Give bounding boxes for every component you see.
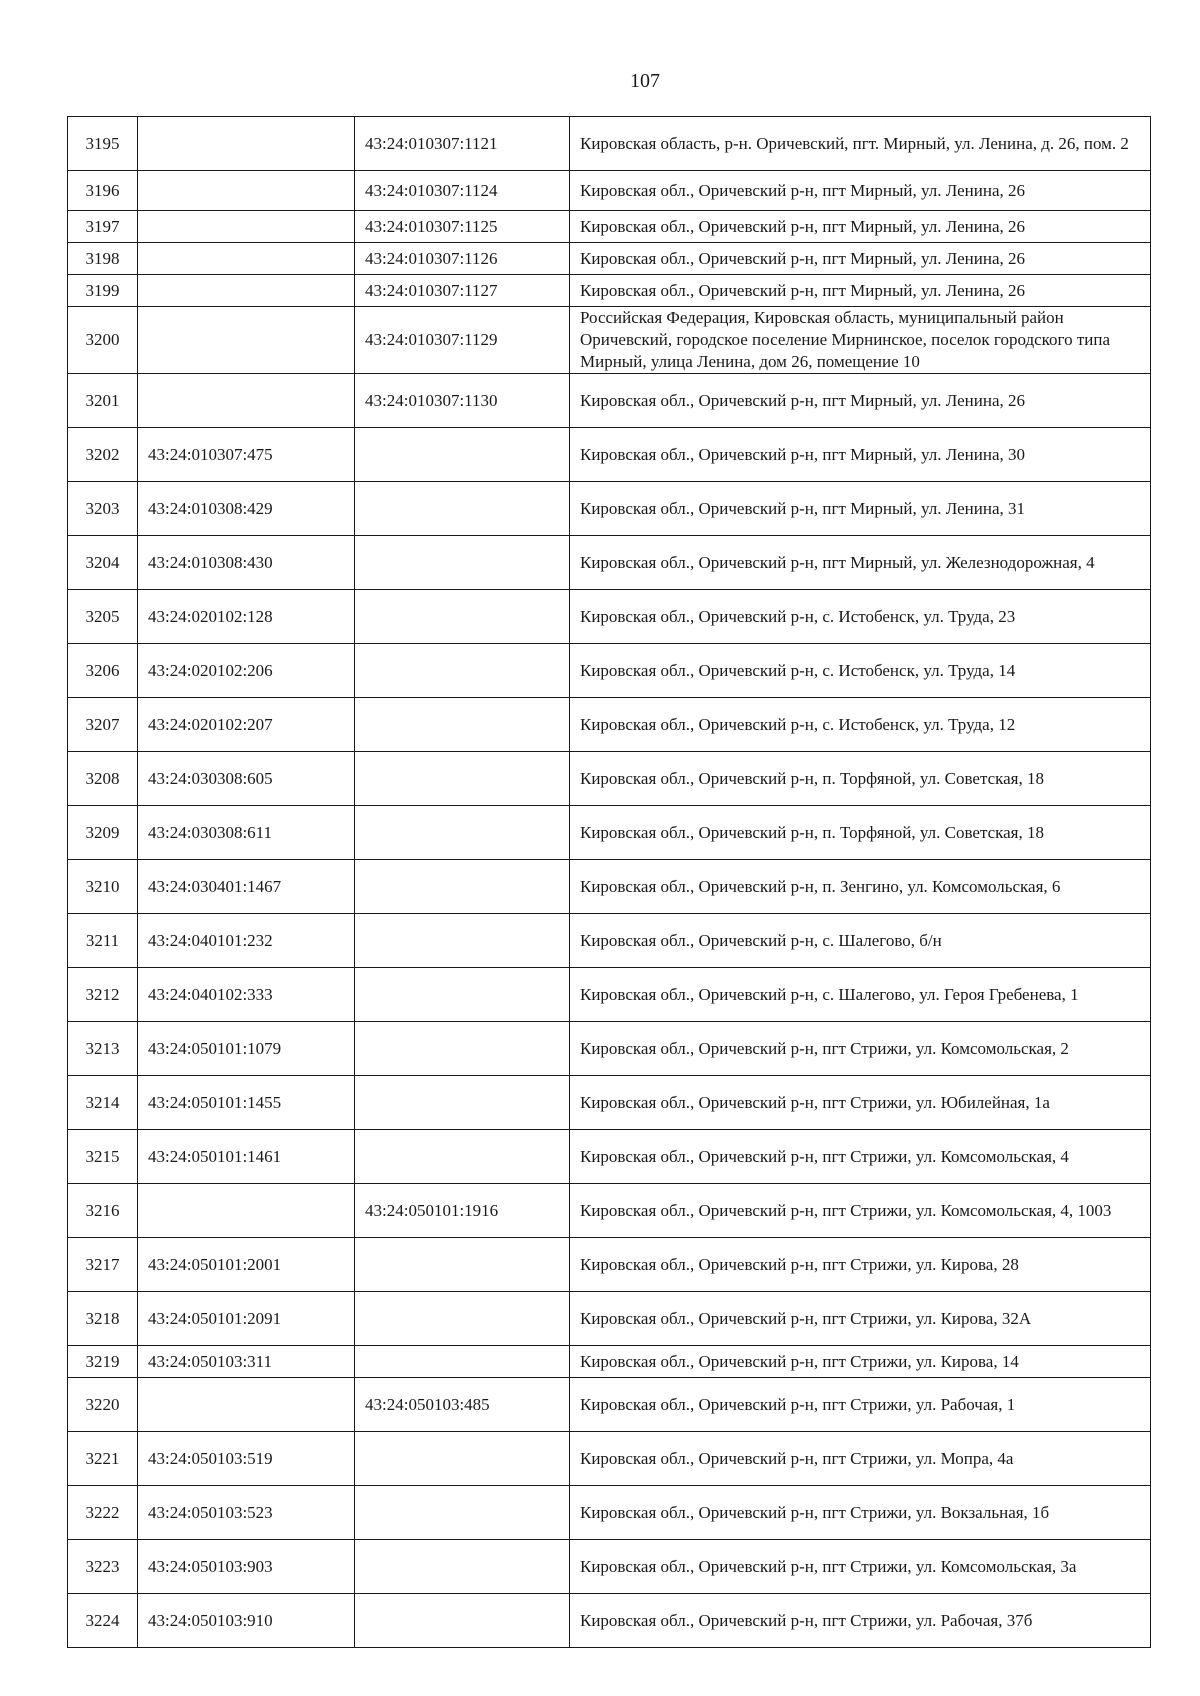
table-row [68,1184,1151,1238]
building-cadastral-number-cell [355,1346,570,1378]
address-cell: Кировская обл., Оричевский р-н, пгт Стрижи, ул. Вокзальная, 1б [570,1486,1151,1540]
address-cell: Кировская обл., Оричевский р-н, пгт Стрижи, ул. Комсомольская, 4, 1003 [570,1184,1151,1238]
address-cell: Кировская обл., Оричевский р-н, пгт Стрижи, ул. Мопра, 4а [570,1432,1151,1486]
land-cadastral-number-cell: 43:24:020102:206 [138,644,355,698]
table-row [68,275,1151,307]
table-row [68,914,1151,968]
address-cell: Кировская обл., Оричевский р-н, п. Зенгино, ул. Комсомольская, 6 [570,860,1151,914]
table-row [68,806,1151,860]
table-row [68,536,1151,590]
building-cadastral-number-cell [355,1130,570,1184]
land-cadastral-number-cell: 43:24:010308:429 [138,482,355,536]
address-cell: Кировская обл., Оричевский р-н, пгт Стрижи, ул. Юбилейная, 1а [570,1076,1151,1130]
building-cadastral-number-cell: 43:24:010307:1127 [355,275,570,307]
address-cell: Кировская обл., Оричевский р-н, пгт Мирный, ул. Ленина, 26 [570,171,1151,211]
address-cell: Кировская обл., Оричевский р-н, пгт Стрижи, ул. Рабочая, 37б [570,1594,1151,1648]
land-cadastral-number-cell: 43:24:010308:430 [138,536,355,590]
table-row [68,1432,1151,1486]
building-cadastral-number-cell [355,968,570,1022]
building-cadastral-number-cell [355,1594,570,1648]
table-row [68,752,1151,806]
page-number: 107 [630,70,660,92]
address-cell: Кировская обл., Оричевский р-н, пгт Стрижи, ул. Рабочая, 1 [570,1378,1151,1432]
building-cadastral-number-cell [355,482,570,536]
table-row [68,171,1151,211]
row-number-cell: 3213 [68,1022,138,1076]
row-number-cell: 3200 [68,307,138,374]
address-cell: Кировская обл., Оричевский р-н, пгт Стрижи, ул. Комсомольская, 3а [570,1540,1151,1594]
row-number-cell: 3199 [68,275,138,307]
building-cadastral-number-cell [355,914,570,968]
address-cell: Кировская обл., Оричевский р-н, пгт Стрижи, ул. Кирова, 32А [570,1292,1151,1346]
land-cadastral-number-cell [138,1378,355,1432]
table-row [68,860,1151,914]
row-number-cell: 3210 [68,860,138,914]
row-number-cell: 3217 [68,1238,138,1292]
row-number-cell: 3211 [68,914,138,968]
building-cadastral-number-cell [355,860,570,914]
row-number-cell: 3212 [68,968,138,1022]
land-cadastral-number-cell: 43:24:050101:1079 [138,1022,355,1076]
row-number-cell: 3219 [68,1346,138,1378]
table-row [68,1022,1151,1076]
building-cadastral-number-cell: 43:24:050103:485 [355,1378,570,1432]
address-cell: Кировская обл., Оричевский р-н, пгт Мирный, ул. Ленина, 26 [570,243,1151,275]
table-row [68,590,1151,644]
row-number-cell: 3215 [68,1130,138,1184]
row-number-cell: 3216 [68,1184,138,1238]
building-cadastral-number-cell [355,428,570,482]
building-cadastral-number-cell [355,590,570,644]
building-cadastral-number-cell [355,1432,570,1486]
land-cadastral-number-cell: 43:24:050101:2091 [138,1292,355,1346]
row-number-cell: 3202 [68,428,138,482]
address-cell: Кировская обл., Оричевский р-н, с. Истобенск, ул. Труда, 23 [570,590,1151,644]
land-cadastral-number-cell [138,1184,355,1238]
address-cell: Кировская обл., Оричевский р-н, пгт Мирный, ул. Ленина, 30 [570,428,1151,482]
address-cell: Кировская обл., Оричевский р-н, пгт Мирный, ул. Железнодорожная, 4 [570,536,1151,590]
address-cell: Кировская область, р-н. Оричевский, пгт. Мирный, ул. Ленина, д. 26, пом. 2 [570,117,1151,171]
address-cell: Кировская обл., Оричевский р-н, с. Истобенск, ул. Труда, 12 [570,698,1151,752]
row-number-cell: 3203 [68,482,138,536]
table-row [68,428,1151,482]
table-row [68,1292,1151,1346]
land-cadastral-number-cell [138,117,355,171]
land-cadastral-number-cell: 43:24:050103:903 [138,1540,355,1594]
address-cell: Кировская обл., Оричевский р-н, пгт Мирный, ул. Ленина, 26 [570,374,1151,428]
row-number-cell: 3214 [68,1076,138,1130]
row-number-cell: 3204 [68,536,138,590]
land-cadastral-number-cell [138,243,355,275]
building-cadastral-number-cell: 43:24:050101:1916 [355,1184,570,1238]
row-number-cell: 3208 [68,752,138,806]
address-cell: Кировская обл., Оричевский р-н, пгт Мирный, ул. Ленина, 31 [570,482,1151,536]
address-cell: Российская Федерация, Кировская область, муниципальный район Оричевский, городское поселение Мирнинское, поселок городского типа Мирный, улица Ленина, дом 26, помещение 10 [570,307,1151,374]
address-cell: Кировская обл., Оричевский р-н, с. Шалегово, ул. Героя Гребенева, 1 [570,968,1151,1022]
table-row [68,482,1151,536]
table-row [68,243,1151,275]
row-number-cell: 3198 [68,243,138,275]
building-cadastral-number-cell: 43:24:010307:1125 [355,211,570,243]
land-cadastral-number-cell [138,275,355,307]
table-row [68,1378,1151,1432]
table-row [68,1238,1151,1292]
building-cadastral-number-cell [355,1292,570,1346]
building-cadastral-number-cell: 43:24:010307:1130 [355,374,570,428]
table-row [68,211,1151,243]
land-cadastral-number-cell [138,211,355,243]
building-cadastral-number-cell: 43:24:010307:1121 [355,117,570,171]
row-number-cell: 3196 [68,171,138,211]
table-row [68,1346,1151,1378]
building-cadastral-number-cell [355,1238,570,1292]
building-cadastral-number-cell: 43:24:010307:1129 [355,307,570,374]
building-cadastral-number-cell [355,752,570,806]
row-number-cell: 3195 [68,117,138,171]
land-cadastral-number-cell: 43:24:010307:475 [138,428,355,482]
row-number-cell: 3220 [68,1378,138,1432]
land-cadastral-number-cell: 43:24:030401:1467 [138,860,355,914]
row-number-cell: 3201 [68,374,138,428]
land-cadastral-number-cell: 43:24:040102:333 [138,968,355,1022]
table-row [68,1540,1151,1594]
building-cadastral-number-cell [355,1486,570,1540]
building-cadastral-number-cell [355,806,570,860]
table-row [68,644,1151,698]
property-registry-table [67,116,1151,1648]
building-cadastral-number-cell [355,1540,570,1594]
building-cadastral-number-cell: 43:24:010307:1124 [355,171,570,211]
building-cadastral-number-cell [355,1022,570,1076]
building-cadastral-number-cell [355,536,570,590]
table-row [68,698,1151,752]
address-cell: Кировская обл., Оричевский р-н, с. Шалегово, б/н [570,914,1151,968]
building-cadastral-number-cell: 43:24:010307:1126 [355,243,570,275]
row-number-cell: 3205 [68,590,138,644]
land-cadastral-number-cell: 43:24:050103:311 [138,1346,355,1378]
land-cadastral-number-cell: 43:24:040101:232 [138,914,355,968]
land-cadastral-number-cell: 43:24:030308:611 [138,806,355,860]
address-cell: Кировская обл., Оричевский р-н, пгт Мирный, ул. Ленина, 26 [570,211,1151,243]
row-number-cell: 3222 [68,1486,138,1540]
address-cell: Кировская обл., Оричевский р-н, с. Истобенск, ул. Труда, 14 [570,644,1151,698]
address-cell: Кировская обл., Оричевский р-н, пгт Стрижи, ул. Комсомольская, 4 [570,1130,1151,1184]
table-row [68,1486,1151,1540]
row-number-cell: 3209 [68,806,138,860]
row-number-cell: 3221 [68,1432,138,1486]
building-cadastral-number-cell [355,1076,570,1130]
table-row [68,968,1151,1022]
table-row [68,374,1151,428]
table-row [68,307,1151,374]
address-cell: Кировская обл., Оричевский р-н, пгт Стрижи, ул. Комсомольская, 2 [570,1022,1151,1076]
table-row [68,1130,1151,1184]
address-cell: Кировская обл., Оричевский р-н, п. Торфяной, ул. Советская, 18 [570,806,1151,860]
row-number-cell: 3197 [68,211,138,243]
land-cadastral-number-cell: 43:24:020102:207 [138,698,355,752]
building-cadastral-number-cell [355,644,570,698]
land-cadastral-number-cell [138,374,355,428]
address-cell: Кировская обл., Оричевский р-н, пгт Стрижи, ул. Кирова, 28 [570,1238,1151,1292]
land-cadastral-number-cell: 43:24:050101:1455 [138,1076,355,1130]
row-number-cell: 3223 [68,1540,138,1594]
land-cadastral-number-cell [138,307,355,374]
registry-table-body [68,117,1151,1648]
land-cadastral-number-cell: 43:24:030308:605 [138,752,355,806]
table-row [68,1076,1151,1130]
land-cadastral-number-cell: 43:24:050101:2001 [138,1238,355,1292]
table-row [68,117,1151,171]
land-cadastral-number-cell [138,171,355,211]
table-row [68,1594,1151,1648]
row-number-cell: 3224 [68,1594,138,1648]
land-cadastral-number-cell: 43:24:050103:519 [138,1432,355,1486]
row-number-cell: 3206 [68,644,138,698]
address-cell: Кировская обл., Оричевский р-н, п. Торфяной, ул. Советская, 18 [570,752,1151,806]
land-cadastral-number-cell: 43:24:050103:523 [138,1486,355,1540]
land-cadastral-number-cell: 43:24:050103:910 [138,1594,355,1648]
land-cadastral-number-cell: 43:24:050101:1461 [138,1130,355,1184]
row-number-cell: 3218 [68,1292,138,1346]
row-number-cell: 3207 [68,698,138,752]
address-cell: Кировская обл., Оричевский р-н, пгт Мирный, ул. Ленина, 26 [570,275,1151,307]
address-cell: Кировская обл., Оричевский р-н, пгт Стрижи, ул. Кирова, 14 [570,1346,1151,1378]
building-cadastral-number-cell [355,698,570,752]
land-cadastral-number-cell: 43:24:020102:128 [138,590,355,644]
